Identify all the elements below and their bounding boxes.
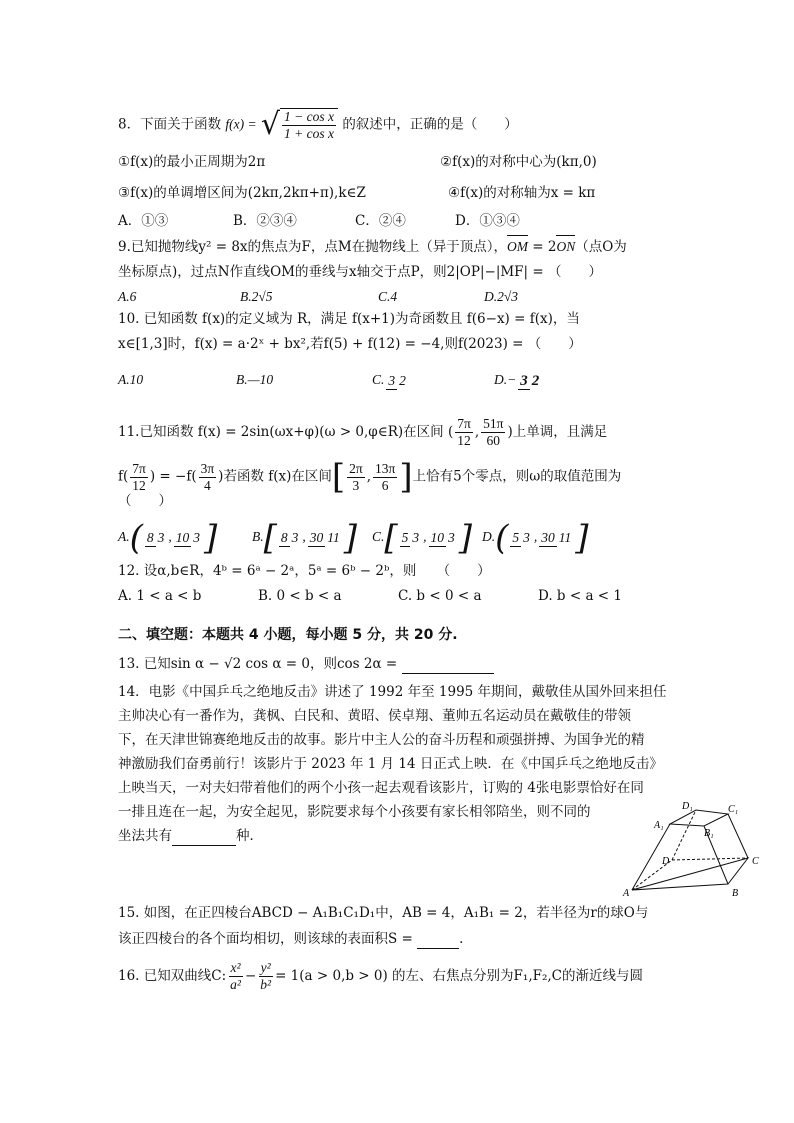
q11-line-3: （ ） (118, 493, 172, 509)
q14-line-1: 14．电影《中国乒乓之绝地反击》讲述了 1992 年至 1995 年期间，戴敬佳从国外回来担任 (118, 684, 667, 700)
q8-option-c: C．②④ (355, 213, 406, 229)
q8-sqrt-num: 1 − cos x (284, 109, 335, 124)
q9-vector-om: OM (507, 237, 528, 257)
q8-stem (118, 108, 518, 142)
q8-fx: f(x) = (225, 116, 257, 132)
q14-line-5: 上映当天，一对夫妇带着他们的两个小孩一起去观看该影片，订购的 4张电影票恰好在同 (118, 780, 644, 796)
q12-option-b: B. 0 < b < a (258, 588, 342, 604)
q8-option-d: D．①③④ (455, 213, 520, 229)
q10-option-c: C. 3 2 (372, 372, 406, 388)
q11-option-b: B.[ 8 3 , 30 11 ] (252, 518, 358, 558)
label-d1: D₁ (682, 801, 693, 812)
q15-answer-blank[interactable] (417, 948, 459, 949)
q11-option-c: C.[ 5 3 , 10 3 ] (372, 518, 473, 558)
q9-option-d: D.2√3 (484, 289, 519, 304)
q11-option-a: A.( 8 3 , 10 3 ] (118, 518, 218, 558)
q11-line-2: f( $\frac{7\pi}{12}$ ) = −f( $\frac{3\pi}{4}$ )若函数 f(x)在区间[ $\frac{2\pi}{3}$ , $\frac{13\pi}{6}$ ]上恰有5个零点，则ω的取值范围为 (118, 457, 622, 497)
label-b: B (732, 888, 739, 899)
q9-vector-on: ON (556, 237, 575, 257)
q8-stem-b: 的叙述中，正确的是（ ） (342, 116, 518, 133)
label-a1: A₁ (654, 820, 664, 831)
q9-options (118, 287, 518, 307)
frustum-top (670, 810, 728, 826)
q9-option-a: A.6 (118, 289, 137, 304)
q13-line (118, 654, 494, 674)
q14-line-7: 坐法共有 种． (118, 828, 263, 844)
q16-line-1: 16. 已知双曲线C: $\frac{\text{x²}}{\text{a²}}$ − $\frac{\text{y²}}{\text{b²}}$ = 1(a > 0,b > 0) 的左、右焦点分别为F₁,F₂,C的渐近线与圆 (118, 960, 644, 992)
q8-stem-a: 8．下面关于函数 (118, 116, 222, 133)
q8-statement-4: ④f(x)的对称轴为x = kπ (448, 185, 596, 201)
label-a: A (623, 888, 630, 899)
q12-line-1: 12. 设α,b∈R，4ᵇ = 6ᵃ − 2ᵃ，5ᵃ = 6ᵇ − 2ᵇ，则 （ ） (118, 563, 491, 579)
q13-answer-blank[interactable] (402, 673, 494, 674)
q10-options (118, 370, 543, 391)
q14-line-6: 一排且连在一起，为安全起见，影院要求每个小孩要有家长相邻陪坐，则不同的 (118, 804, 591, 820)
q15-line-1: 15. 如图，在正四棱台ABCD − A₁B₁C₁D₁中，AB = 4，A₁B₁ = 2，若半径为r的球O与 (118, 905, 649, 921)
q11-line-1: 11.已知函数 f(x) = 2sin(ωx+φ)(ω > 0,φ∈R)在区间 ( $\frac{7\pi}{12}$ , $\frac{51\pi}{60}$ )上单调，且满足 (118, 416, 608, 448)
q14-answer-blank[interactable] (172, 845, 236, 846)
frustum-figure (620, 800, 770, 902)
q9-option-b: B.2√5 (240, 289, 273, 304)
q13-text: 13. 已知sin α − √2 cos α = 0，则cos 2α = (118, 656, 402, 672)
q14-line-2: 主帅决心有一番作为，龚枫、白民和、黄昭、侯卓翔、董帅五名运动员在戴敬佳的带领 (118, 708, 631, 724)
q9-line-1 (118, 237, 627, 257)
q11-option-d: D.( 5 3 , 30 11 ] (482, 518, 589, 558)
q8-sqrt: √ $\frac{\text{1 − cos x}}{\text{1 + cos x}}$ (261, 108, 338, 142)
frustum-base-front (632, 858, 748, 890)
frustum-edge-dc (672, 858, 748, 860)
q8-sqrt-den: 1 + cos x (284, 126, 335, 141)
section-2-title: 二、填空题：本题共 4 小题，每小题 5 分，共 20 分. (118, 627, 458, 643)
label-b1: B₁ (704, 828, 714, 839)
q12-option-c: C. b < 0 < a (398, 588, 482, 604)
q10-option-b: B.—10 (236, 372, 274, 387)
q9-line-1b: （点O为 (575, 239, 627, 255)
q11-line-1a: 11.已知函数 f(x) = 2sin(ωx+φ)(ω > 0,φ∈R)在区间 ( (118, 424, 454, 440)
q14-line-4: 神激励我们奋勇前行！该影片于 2023 年 1 月 14 日正式上映．在《中国乒乓之绝地反击》 (118, 756, 663, 772)
q12-option-a: A. 1 < a < b (118, 588, 202, 604)
q10-line-1: 10. 已知函数 f(x)的定义域为 R，满足 f(x+1)为奇函数且 f(6−x) = f(x)，当 (118, 311, 580, 327)
label-c1: C₁ (728, 804, 739, 815)
q12-options (118, 586, 622, 606)
q8-option-a: A．①③ (118, 213, 169, 229)
q8-statement-1: ①f(x)的最小正周期为2π (118, 154, 266, 170)
q12-option-d: D. b < a < 1 (538, 588, 622, 604)
q11-options (118, 518, 589, 558)
q10-option-d: D.− 3 2 (494, 372, 540, 389)
q15-line-2: 该正四棱台的各个面均相切，则该球的表面积S = . (118, 931, 464, 947)
q9-line-1a: 9.已知抛物线y² = 8x的焦点为F，点M在抛物线上（异于顶点）， (118, 239, 507, 255)
q10-line-2: x∈[1,3]时，f(x) = a·2ˣ + bx²,若f(5) + f(12) = −4,则f(2023) = （ ） (118, 336, 582, 352)
q10-option-a: A.10 (118, 372, 144, 387)
q8-option-b: B．②③④ (233, 213, 297, 229)
q8-statement-2: ②f(x)的对称中心为(kπ,0) (440, 154, 597, 170)
q8-options (118, 211, 520, 231)
q9-line-2: 坐标原点)，过点N作直线OM的垂线与x轴交于点P，则2|OP|−|MF| = （ ） (118, 264, 602, 280)
q9-eq: = 2 (527, 239, 557, 255)
label-c: C (752, 856, 759, 867)
q11-line-1b: )上单调，且满足 (507, 424, 608, 440)
q8-statement-3: ③f(x)的单调增区间为(2kπ,2kπ+π),k∈Z (118, 185, 366, 201)
q14-line-3: 下，在天津世锦赛绝地反击的故事。影片中主人公的奋斗历程和顽强拼搏、为国争光的精 (118, 732, 645, 748)
label-d: D (662, 856, 670, 867)
frustum-edge-cc1 (728, 814, 748, 858)
frustum-edge-dd1 (672, 810, 696, 860)
q9-option-c: C.4 (378, 289, 398, 304)
